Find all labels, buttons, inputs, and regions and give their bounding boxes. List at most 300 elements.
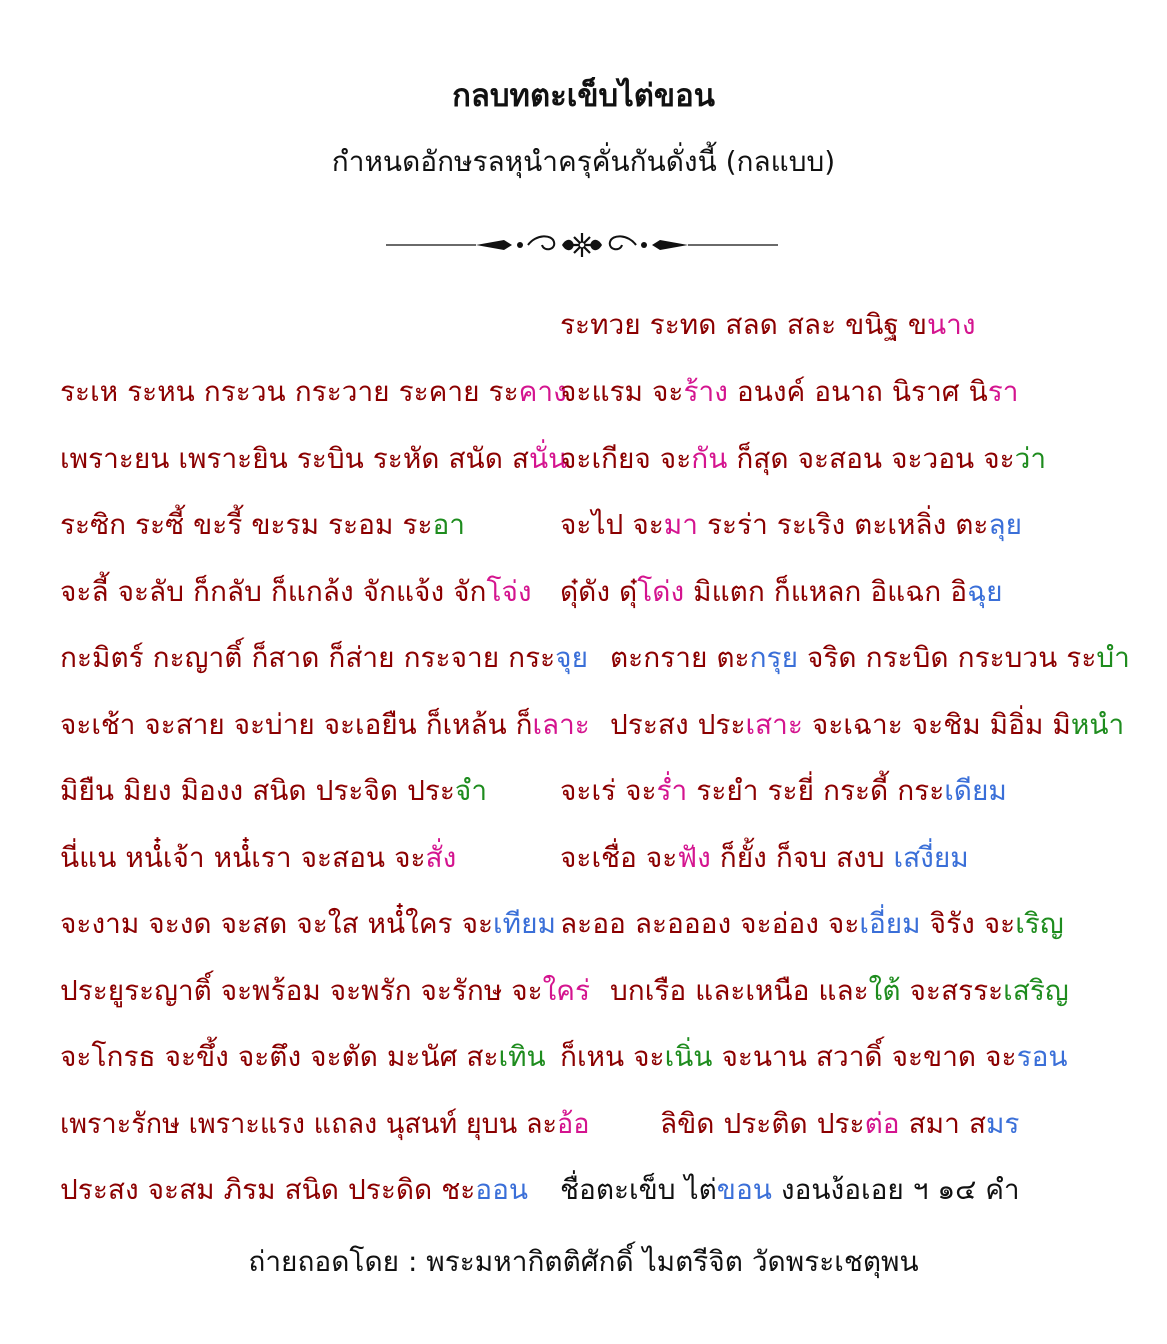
poem-word	[625, 774, 687, 807]
word-highlight: บำ	[1096, 641, 1130, 674]
poem-word	[828, 907, 921, 940]
poem-word	[118, 575, 184, 608]
poem-word	[512, 442, 567, 475]
word-stem: จะสรระ	[909, 974, 1004, 1007]
poem-word	[720, 841, 767, 874]
word-stem: ระซี้	[135, 508, 185, 541]
word-highlight: หนำ	[1070, 708, 1125, 741]
word-stem: จะ	[652, 375, 684, 408]
word-stem: สะ	[466, 1040, 499, 1073]
word-stem: ระทด	[649, 308, 717, 341]
poem-word	[693, 575, 765, 608]
word-stem: ประ	[816, 1107, 865, 1140]
word-stem: ก็สุด	[736, 442, 789, 475]
poem-line-6-right	[610, 638, 1130, 678]
word-stem: จะขาด	[891, 1040, 977, 1073]
poem-word	[823, 774, 888, 807]
poem-word	[560, 1173, 676, 1206]
word-stem: ประสง	[60, 1173, 139, 1206]
poem-word	[328, 508, 393, 541]
word-stem: จะ	[625, 774, 657, 807]
poem-word	[897, 774, 1007, 807]
word-stem: ยุบน	[465, 1107, 518, 1140]
poem-line-6-left	[60, 638, 588, 678]
word-highlight: เทียม	[493, 907, 556, 940]
poem-word	[60, 1107, 180, 1140]
poem-word	[774, 575, 862, 608]
word-stem: ขะรม	[251, 508, 320, 541]
word-stem: เพราะแรง	[188, 1107, 305, 1140]
poem-word	[610, 974, 686, 1007]
word-stem: งอนง้อเอย ฯ ๑๔ คำ	[780, 1173, 1020, 1206]
poem-word	[148, 1173, 215, 1206]
word-stem: จะเอยืน	[323, 708, 417, 741]
poem-word	[193, 508, 242, 541]
word-stem: จะ	[985, 1040, 1017, 1073]
poem-word	[221, 907, 288, 940]
poem-word	[646, 841, 711, 874]
poem-word	[189, 1107, 305, 1140]
poem-word	[870, 575, 941, 608]
poem-word	[330, 974, 412, 1007]
poem-word	[892, 1040, 977, 1073]
poem-word	[60, 841, 116, 874]
poem-word	[328, 641, 394, 674]
word-highlight: กัน	[691, 442, 728, 475]
word-stem: ชะ	[441, 1173, 476, 1206]
poem-word	[271, 575, 354, 608]
word-stem: ประดิด	[348, 1173, 433, 1206]
word-highlight: รอน	[1016, 1040, 1068, 1073]
word-stem: จะสาย	[144, 708, 225, 741]
poem-title: กลบทตะเข็บไต่ขอน	[452, 78, 715, 114]
word-stem: ระยี่	[767, 774, 814, 807]
word-stem: จะ	[645, 841, 678, 874]
word-highlight: ใคร่	[542, 974, 590, 1007]
word-stem: และเหนือ	[695, 974, 810, 1007]
word-stem: จะสม	[147, 1173, 215, 1206]
word-highlight: มร	[985, 1107, 1020, 1140]
word-stem: จะสด	[220, 907, 288, 940]
word-stem: กะญาติ์	[152, 641, 243, 674]
poem-word	[448, 442, 502, 475]
word-stem: จะใส	[296, 907, 359, 940]
poem-word	[560, 308, 641, 341]
word-stem: มิแตก	[693, 575, 765, 608]
word-stem: ก็กลับ	[193, 575, 262, 608]
word-stem: ก็	[515, 708, 533, 741]
poem-word	[60, 1040, 156, 1073]
word-stem: จะ	[632, 508, 664, 541]
poem-word	[781, 1173, 1020, 1206]
poem-word	[817, 1107, 900, 1140]
poem-word	[660, 442, 728, 475]
word-highlight: เสริญ	[1003, 974, 1069, 1007]
poem-word	[845, 308, 899, 341]
word-highlight: ว่า	[1014, 442, 1047, 475]
poem-word	[787, 308, 836, 341]
poem-word	[426, 708, 507, 741]
poem-word	[511, 974, 590, 1007]
poem-word	[958, 641, 1058, 674]
word-highlight: เสงี่ยม	[893, 841, 969, 874]
word-stem: ละอออง	[634, 907, 732, 940]
poem-word	[910, 974, 1069, 1007]
word-stem: จะ	[983, 442, 1015, 475]
word-stem: จะเฉาะ	[811, 708, 903, 741]
poem-word	[368, 907, 453, 940]
poem-word	[721, 1040, 806, 1073]
word-stem: ระคาย	[398, 375, 480, 408]
word-stem: สนิด	[284, 1173, 339, 1206]
poem-word	[251, 641, 319, 674]
poem-word	[224, 1173, 276, 1206]
poem-subtitle: กำหนดอักษรลหุนำครุคั่นกันดั่งนี้ (กลแบบ)	[331, 145, 836, 178]
word-stem: จะสอน	[300, 841, 386, 874]
word-highlight: กรุย	[749, 641, 798, 674]
poem-word	[740, 907, 819, 940]
word-stem: มะนัศ	[386, 1040, 458, 1073]
poem-word	[462, 907, 556, 940]
poem-word	[560, 442, 651, 475]
word-stem: ระทวย	[560, 308, 641, 341]
word-stem: กระดี้	[822, 774, 889, 807]
poem-word	[807, 641, 857, 674]
word-stem: จะวอน	[891, 442, 975, 475]
poem-word	[60, 907, 139, 940]
word-stem: จะตัด	[310, 1040, 378, 1073]
word-stem: ก็เหล้น	[425, 708, 507, 741]
poem-word	[373, 442, 440, 475]
word-highlight: โจ่ง	[486, 575, 532, 608]
word-stem: ละออ	[560, 907, 626, 940]
word-stem: สวาดิ์	[815, 1040, 883, 1073]
poem-word	[123, 774, 172, 807]
word-stem: ก็สาด	[251, 641, 320, 674]
word-stem: ระ	[402, 508, 433, 541]
word-highlight: ออน	[475, 1173, 529, 1206]
poem-word	[178, 442, 287, 475]
poem-line-10-left	[60, 904, 556, 944]
poem-word	[144, 708, 224, 741]
word-highlight: เอี่ยม	[859, 907, 921, 940]
word-stem: กระ	[897, 774, 945, 807]
word-stem: อิแฉก	[870, 575, 942, 608]
word-stem: จะ	[461, 907, 494, 940]
word-stem: ก็แกล้ง	[270, 575, 354, 608]
poem-word	[363, 575, 444, 608]
poem-word	[836, 841, 885, 874]
poem-word	[909, 1107, 960, 1140]
poem-word	[526, 1107, 590, 1140]
poem-word	[297, 442, 364, 475]
poem-word	[181, 774, 244, 807]
word-stem: สมา	[908, 1107, 960, 1140]
poem-word	[402, 508, 465, 541]
word-stem: นี่แน	[60, 841, 117, 874]
word-stem: จะเกียจ	[560, 442, 651, 475]
word-stem: หนํ๋ใคร	[367, 907, 453, 940]
poem-word	[165, 1040, 229, 1073]
word-stem: เพราะยน	[60, 442, 170, 475]
word-stem: มิองง	[180, 774, 244, 807]
poem-word	[812, 708, 903, 741]
poem-word	[650, 308, 717, 341]
word-stem: นิ	[968, 375, 988, 408]
poem-word	[866, 641, 949, 674]
word-stem: จะอ่อง	[740, 907, 819, 940]
poem-word	[60, 375, 118, 408]
poem-word	[660, 1107, 714, 1140]
poem-word	[990, 708, 1044, 741]
word-stem: ระร่า	[706, 508, 768, 541]
word-stem: ระ	[1066, 641, 1097, 674]
poem-word	[148, 907, 211, 940]
word-highlight: ใต้	[868, 974, 901, 1007]
poem-line-9-left	[60, 838, 456, 878]
poem-line-3-right	[560, 439, 1046, 479]
poem-word	[135, 508, 184, 541]
word-stem: จะลับ	[117, 575, 184, 608]
poem-word	[404, 641, 500, 674]
word-highlight: โด่ง	[637, 575, 685, 608]
word-stem: ลิขิด	[660, 1107, 715, 1140]
word-stem: ขะรี้	[193, 508, 243, 541]
word-stem: จะลี้	[60, 575, 109, 608]
poem-word	[1066, 641, 1130, 674]
word-stem: ประยูระญาติ์	[60, 974, 212, 1007]
poem-line-1-right	[560, 305, 976, 345]
poem-word	[894, 841, 969, 874]
word-stem: จัก	[453, 575, 487, 608]
poem-word	[489, 375, 567, 408]
word-highlight: ลุย	[988, 508, 1023, 541]
word-highlight: อา	[432, 508, 466, 541]
poem-word	[892, 375, 960, 408]
poem-word	[610, 641, 707, 674]
poem-word	[296, 907, 358, 940]
poem-word	[723, 1107, 807, 1140]
poem-word	[421, 974, 503, 1007]
poem-word	[234, 708, 315, 741]
poem-word	[301, 841, 386, 874]
poem-word	[60, 641, 144, 674]
word-highlight: ร้าง	[683, 375, 728, 408]
word-stem: จะเชื่อ	[560, 841, 637, 874]
word-stem: และ	[818, 974, 869, 1007]
poem-word	[153, 641, 243, 674]
poem-word	[238, 1040, 301, 1073]
word-highlight: ขอน	[716, 1173, 772, 1206]
word-stem: ก็ส่าย	[328, 641, 395, 674]
word-stem: กระ	[508, 641, 556, 674]
word-stem: จะสอน	[797, 442, 883, 475]
word-stem: จะ	[827, 907, 860, 940]
poem-word	[984, 907, 1064, 940]
poem-word	[695, 974, 809, 1007]
poem-word	[930, 907, 975, 940]
word-stem: ตะเหลิ่ง	[854, 508, 947, 541]
poem-word	[386, 1107, 457, 1140]
word-highlight: เดียม	[944, 774, 1007, 807]
word-stem: จิรัง	[929, 907, 975, 940]
word-stem: จะแรม	[560, 375, 643, 408]
word-stem: จริด	[806, 641, 857, 674]
poem-line-13-right	[660, 1104, 1019, 1144]
poem-word	[777, 508, 845, 541]
poem-line-2-right	[560, 372, 1018, 412]
poem-word	[127, 375, 195, 408]
word-stem: ชื่อตะเข็บ	[560, 1173, 676, 1206]
poem-word	[685, 1173, 772, 1206]
poem-word	[399, 375, 480, 408]
poem-word	[60, 442, 169, 475]
poem-word	[560, 575, 610, 608]
word-stem: ตะ	[955, 508, 989, 541]
word-stem: กระบวน	[957, 641, 1058, 674]
poem-word	[441, 1173, 528, 1206]
word-stem: ก็จบ	[775, 841, 827, 874]
word-stem: ขนิฐ	[845, 308, 899, 341]
word-highlight: เทิน	[498, 1040, 546, 1073]
word-stem: จะนาน	[721, 1040, 807, 1073]
word-stem: ประสง	[610, 708, 689, 741]
poem-word	[985, 1040, 1067, 1073]
word-stem: ระอม	[328, 508, 394, 541]
poem-line-14-left	[60, 1170, 528, 1210]
poem-line-3-left	[60, 439, 567, 479]
poem-word	[60, 1173, 139, 1206]
word-stem: ประจิด	[315, 774, 399, 807]
poem-word	[324, 708, 417, 741]
poem-line-13-left	[60, 1104, 590, 1144]
poem-word	[912, 708, 981, 741]
poem-line-10-right	[560, 904, 1064, 944]
poem-word	[698, 708, 803, 741]
word-highlight: เสาะ	[745, 708, 803, 741]
poem-line-4-left	[60, 505, 465, 545]
poem-word	[453, 575, 531, 608]
poem-word	[387, 1040, 457, 1073]
poem-line-7-right	[610, 705, 1124, 745]
word-stem: กระจาย	[403, 641, 500, 674]
word-stem: เพราะรักษ	[60, 1107, 180, 1140]
word-highlight: รา	[987, 375, 1019, 408]
poem-word	[633, 1040, 712, 1073]
word-highlight: จุย	[555, 641, 588, 674]
word-stem: กะมิตร์	[60, 641, 144, 674]
word-highlight: คาง	[518, 375, 567, 408]
poem-word	[466, 1107, 517, 1140]
poem-word	[560, 841, 637, 874]
word-stem: จักแจ้ง	[362, 575, 445, 608]
poem-word	[776, 841, 827, 874]
word-stem: ดุ๋ดัง	[560, 575, 611, 608]
word-stem: เพราะยิน	[178, 442, 288, 475]
poem-word	[560, 1040, 624, 1073]
poem-word	[814, 375, 883, 408]
poem-line-5-left	[60, 572, 532, 612]
word-stem: ประ	[407, 774, 455, 807]
word-stem: แถลง	[313, 1107, 378, 1140]
word-highlight: เนิ่น	[664, 1040, 713, 1073]
poem-word	[60, 774, 114, 807]
word-highlight: จำ	[454, 774, 488, 807]
word-stem: มิยืน	[60, 774, 115, 807]
word-highlight: ร่ำ	[656, 774, 688, 807]
word-stem: ระหน	[127, 375, 195, 408]
poem-word	[285, 1173, 339, 1206]
poem-word	[214, 841, 292, 874]
word-highlight: ต่อ	[864, 1107, 900, 1140]
poem-line-5-right	[560, 572, 1003, 612]
poem-word	[696, 774, 758, 807]
poem-line-8-left	[60, 771, 487, 811]
poem-word	[295, 375, 390, 408]
poem-word	[221, 974, 321, 1007]
poem-word	[652, 375, 728, 408]
word-stem: จะงด	[148, 907, 212, 940]
word-stem: ตะกราย	[610, 641, 708, 674]
poem-word	[60, 974, 212, 1007]
poem-word	[60, 708, 135, 741]
word-stem: ข	[907, 308, 927, 341]
word-stem: จะงาม	[60, 907, 140, 940]
word-highlight: นั่น	[528, 442, 568, 475]
word-stem: จะเร่	[560, 774, 617, 807]
word-stem: จะ	[511, 974, 543, 1007]
poem-word	[969, 1107, 1020, 1140]
poem-word	[891, 442, 974, 475]
word-stem: นิราศ	[891, 375, 960, 408]
word-stem: มิยง	[123, 774, 172, 807]
word-highlight: มา	[663, 508, 698, 541]
word-stem: ระเริง	[776, 508, 846, 541]
poem-word	[204, 375, 286, 408]
poem-word	[1052, 708, 1124, 741]
word-stem: จะพรัก	[329, 974, 412, 1007]
word-stem: ก็เหน	[560, 1040, 625, 1073]
word-stem: จะโกรธ	[60, 1040, 156, 1073]
word-stem: จะไป	[560, 508, 624, 541]
word-stem: ระบิน	[296, 442, 364, 475]
word-stem: จะเช้า	[60, 708, 136, 741]
word-stem: ดุ๋	[619, 575, 638, 608]
word-stem: จะบ่าย	[233, 708, 315, 741]
poem-word	[560, 774, 616, 807]
poem-word	[310, 1040, 378, 1073]
word-stem: กระบิด	[865, 641, 949, 674]
word-highlight: อ้อ	[557, 1107, 590, 1140]
word-stem: จะชิม	[911, 708, 981, 741]
word-stem: ระเห	[60, 375, 119, 408]
poem-line-9-right	[560, 838, 969, 878]
word-stem: ส	[511, 442, 529, 475]
poem-word	[407, 774, 487, 807]
word-stem: ก็ยั้ง	[719, 841, 767, 874]
poem-word	[798, 442, 883, 475]
word-highlight: นาง	[927, 308, 976, 341]
poem-line-2-left	[60, 372, 567, 412]
word-stem: จะพร้อม	[220, 974, 321, 1007]
poem-line-11-right	[610, 971, 1069, 1011]
poem-word	[716, 641, 798, 674]
word-highlight: เลาะ	[532, 708, 590, 741]
word-stem: สงบ	[835, 841, 885, 874]
poem-line-12-right	[560, 1037, 1068, 1077]
word-stem: ประ	[697, 708, 746, 741]
poem-word	[818, 974, 900, 1007]
